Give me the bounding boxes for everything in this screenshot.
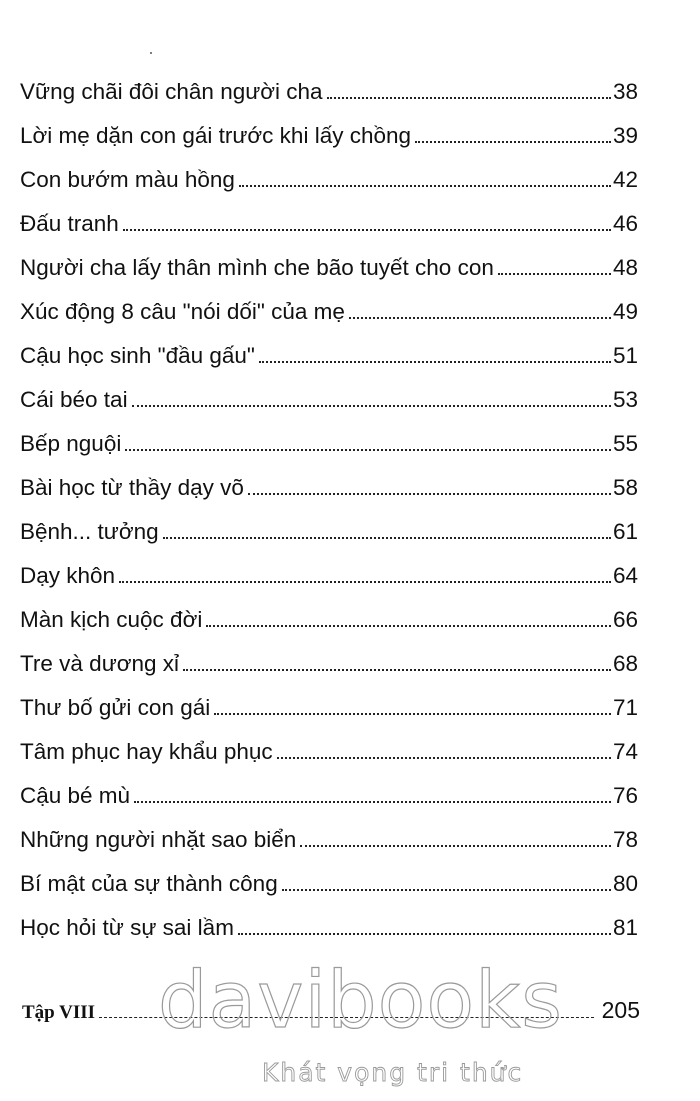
toc-dot-leader (277, 757, 611, 759)
toc-entry (20, 906, 638, 950)
toc-dot-leader (238, 933, 611, 935)
toc-entry (20, 686, 638, 730)
toc-dot-leader (163, 537, 611, 539)
toc-entry (20, 334, 638, 378)
toc-dot-leader (206, 625, 611, 627)
toc-entry-title: Bí mật của sự thành công (20, 871, 278, 896)
toc-dot-leader (282, 889, 611, 891)
toc-dot-leader (119, 581, 611, 583)
toc-entry-page: 68 (612, 651, 638, 676)
toc-entry-title: Dạy khôn (20, 563, 116, 588)
toc-dot-leader (498, 273, 611, 275)
toc-dot-leader (134, 801, 611, 803)
toc-entry-page: 80 (612, 871, 638, 896)
toc-entry (20, 158, 638, 202)
toc-entry-title: Cậu bé mù (20, 783, 131, 808)
toc-entry-page: 74 (612, 739, 638, 764)
toc-entry-title: Cái béo tai (20, 387, 128, 412)
toc-entry-title: Người cha lấy thân mình che bão tuyết cho con (20, 255, 494, 280)
toc-entry-title: Đấu tranh (20, 211, 119, 236)
toc-entry-title: Bệnh... tưởng (20, 519, 159, 544)
toc-dot-leader (214, 713, 611, 715)
toc-entry (20, 422, 638, 466)
toc-entry-title: Vững chãi đôi chân người cha (20, 79, 323, 104)
toc-entry-page: 76 (612, 783, 638, 808)
toc-entry (20, 862, 638, 906)
toc-dot-leader (248, 493, 611, 495)
toc-entry-page: 78 (612, 827, 638, 852)
toc-entry (20, 70, 638, 114)
toc-entry-title: Bài học từ thầy dạy võ (20, 475, 244, 500)
toc-entry-page: 55 (612, 431, 638, 456)
part-page-number: 205 (601, 997, 640, 1023)
toc-entry-page: 61 (612, 519, 638, 544)
print-speck (150, 52, 152, 54)
toc-entry-page: 39 (612, 123, 638, 148)
toc-entry (20, 246, 638, 290)
toc-entry-title: Tre và dương xỉ (20, 651, 180, 676)
toc-entry (20, 510, 638, 554)
part-dash-leader (99, 1017, 594, 1018)
toc-entry-page: 48 (612, 255, 638, 280)
toc-entry (20, 290, 638, 334)
toc-entry-page: 49 (612, 299, 638, 324)
toc-entry (20, 114, 638, 158)
toc-entry (20, 554, 638, 598)
toc-entry-page: 58 (612, 475, 638, 500)
toc-entry-page: 81 (612, 915, 638, 940)
table-of-contents (20, 70, 638, 950)
toc-entry (20, 202, 638, 246)
toc-entry-title: Lời mẹ dặn con gái trước khi lấy chồng (20, 123, 412, 148)
toc-entry-title: Xúc động 8 câu "nói dối" của mẹ (20, 299, 345, 324)
toc-entry-page: 64 (612, 563, 638, 588)
toc-entry (20, 378, 638, 422)
toc-entry (20, 730, 638, 774)
toc-entry (20, 774, 638, 818)
toc-entry-page: 51 (612, 343, 638, 368)
toc-entry-title: Bếp nguội (20, 431, 122, 456)
toc-dot-leader (123, 229, 611, 231)
toc-entry (20, 466, 638, 510)
toc-dot-leader (349, 317, 611, 319)
toc-entry (20, 818, 638, 862)
toc-dot-leader (327, 97, 611, 99)
toc-entry (20, 598, 638, 642)
toc-entry-page: 53 (612, 387, 638, 412)
toc-dot-leader (125, 449, 611, 451)
toc-dot-leader (259, 361, 611, 363)
toc-entry-page: 71 (612, 695, 638, 720)
toc-entry-title: Tâm phục hay khẩu phục (20, 739, 273, 764)
part-heading-entry (22, 988, 640, 1032)
toc-dot-leader (239, 185, 611, 187)
toc-dot-leader (183, 669, 611, 671)
davibooks-watermark-logo: davibooks (158, 956, 563, 1046)
toc-dot-leader (132, 405, 611, 407)
toc-entry-page: 38 (612, 79, 638, 104)
toc-dot-leader (415, 141, 611, 143)
watermark-tagline: Khát vọng tri thức (262, 1058, 524, 1087)
toc-dot-leader (300, 845, 611, 847)
toc-entry-page: 42 (612, 167, 638, 192)
toc-entry (20, 642, 638, 686)
toc-entry-page: 46 (612, 211, 638, 236)
toc-entry-title: Thư bố gửi con gái (20, 695, 211, 720)
toc-entry-title: Con bướm màu hồng (20, 167, 235, 192)
toc-entry-title: Những người nhặt sao biển (20, 827, 297, 852)
toc-entry-title: Cậu học sinh "đầu gấu" (20, 343, 255, 368)
part-title: Tập VIII (22, 1002, 96, 1023)
toc-entry-title: Màn kịch cuộc đời (20, 607, 203, 632)
toc-entry-page: 66 (612, 607, 638, 632)
toc-entry-title: Học hỏi từ sự sai lầm (20, 915, 234, 940)
